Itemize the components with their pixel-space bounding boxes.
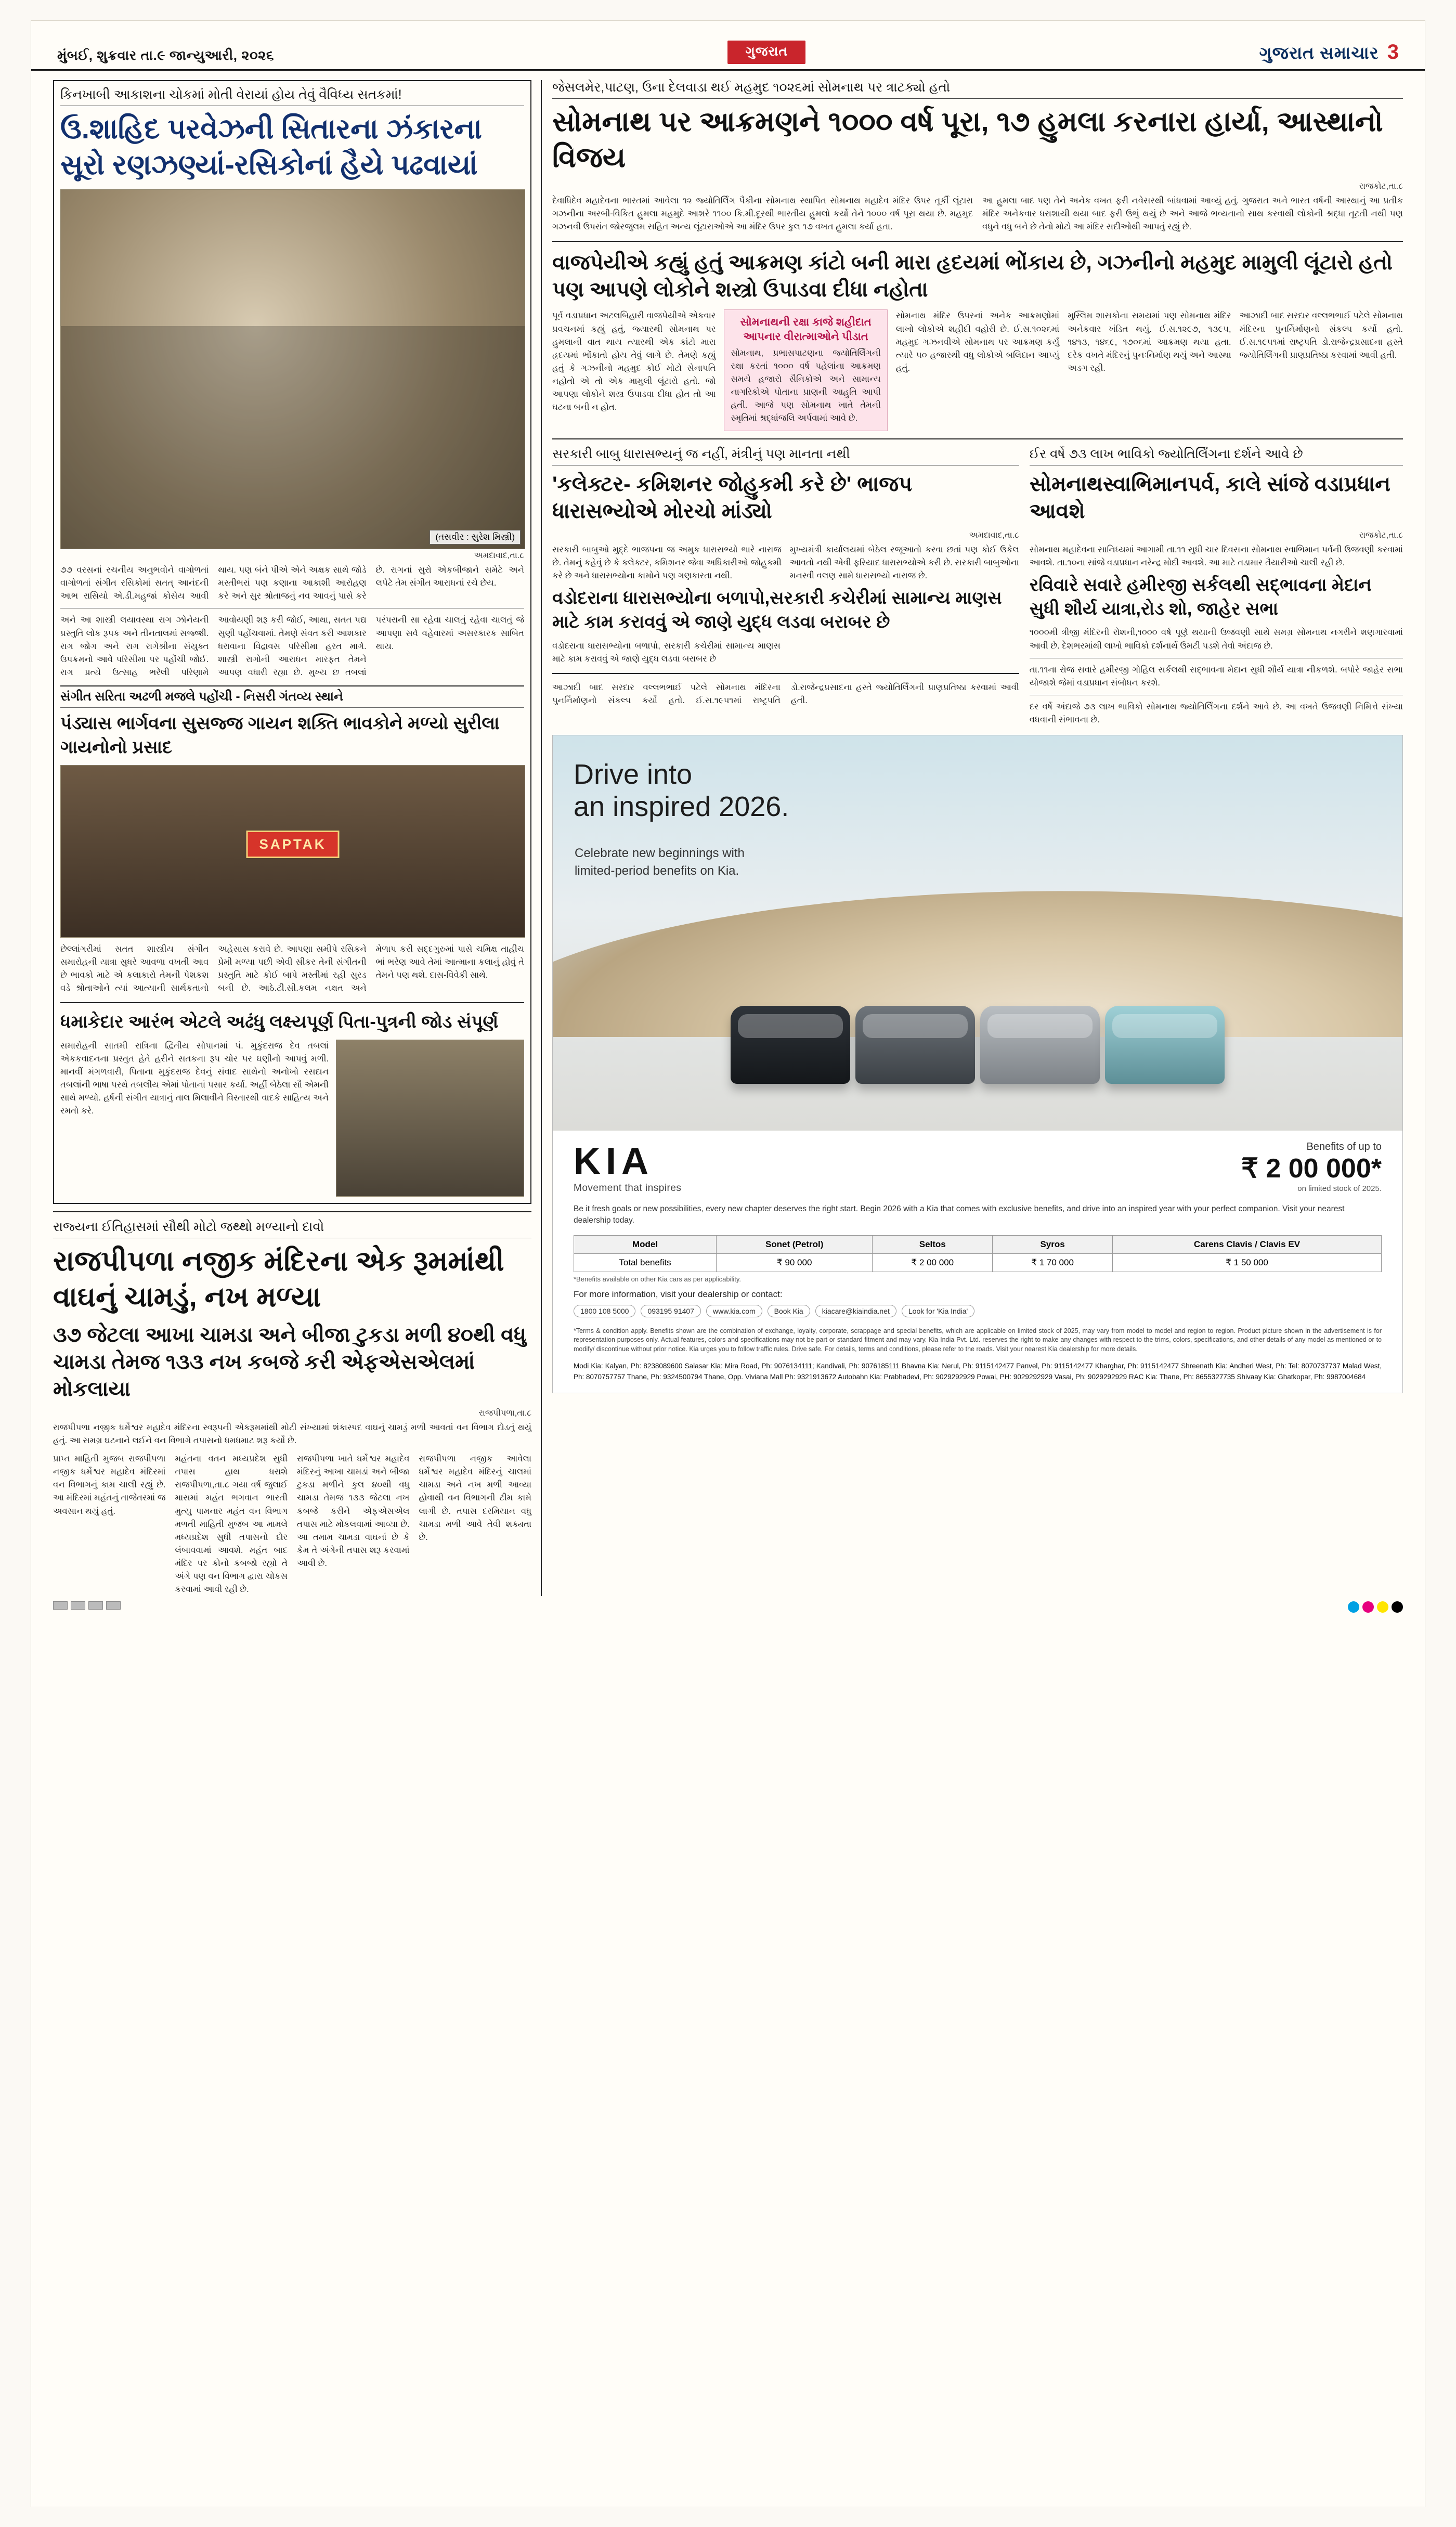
benefits-table: [574, 1235, 1382, 1272]
swabhiman-headline: સોમનાથસ્વાભિમાનપર્વ, કાલે સાંજે વડાપ્રધાન આવશે: [1029, 472, 1390, 523]
tabla-photo: [336, 1040, 524, 1197]
tiger-skin-story: [53, 1220, 531, 1596]
reg-mark: [53, 1601, 68, 1610]
bene-th-1: Sonet (Petrol): [717, 1235, 873, 1253]
somnath-col-1: સોમનાથ મંદિર ઉપરનાં અનેક આક્રમણોમાં લાખો લોકોએ શહીદી વહોરી છે. ઈ.સ.૧૦૨૬માં મહમુદ ગઝનવીએ સોમનાથ પર આક્રમણ કર્યું ત્યારે ૫૦ હજારથી વધુ લોકોએ બલિદાન આપ્યું હતું.: [895, 311, 1060, 373]
benefits-table-header-row: [574, 1235, 1382, 1253]
masthead: [31, 21, 1425, 71]
divider: [53, 1211, 531, 1212]
sitar-photo: [60, 189, 525, 549]
somnath-col-0: પૂર્વ વડાપ્રધાન અટલબિહારી વાજપેયીએ એકવાર પ્રવચનમાં કહ્યું હતું, જ્યારથી સોમનાથ પર હુમલાની વાત થાય ત્યારથી એક કાંટો મારા હૃદયમાં ભોંકાતો હોય તેવું લાગે છે. તેમણે કહ્યું હતું કે ગઝનીનો મહમુદ કોઈ મોટો સેનાપતિ નહોતો એ તો એક મામુલી લૂંટારો હતો. જો આપણા લોકોને શસ્ત્ર ઉપાડવા દીધા હોત તો આ ઘટના બની ન હોત.: [552, 311, 716, 412]
somnath-dateline: રાજકોટ,તા.૮: [1359, 182, 1403, 191]
reg-mark: [88, 1601, 103, 1610]
car-sonet: [731, 1006, 850, 1084]
mla-body-filler: આઝાદી બાદ સરદાર વલ્લભભાઈ પટેલે સોમનાથ મંદિરના પુનર્નિર્માણનો સંકલ્પ કર્યો હતો. ઈ.સ.૧૯૫૧માં રાષ્ટ્રપતિ ડો.રાજેન્દ્રપ્રસાદના હસ્તે જ્યોતિર્લિંગની પ્રાણપ્રતિષ્ઠા કરવામાં આવી હતી.: [552, 682, 1019, 705]
ad-blurb: Be it fresh goals or new possibilities, every new chapter deserves the right start. Begin 2026 with a Kia that comes with exclusive benefits, and drive into an inspired year with your perfect companion. Visit your nearest dealership today.: [574, 1204, 1345, 1225]
social-pill[interactable]: Look for 'Kia India': [902, 1305, 974, 1317]
car-seltos: [855, 1006, 975, 1084]
kia-logo: KIA: [574, 1140, 654, 1182]
mla-subhead: વડોદરાના ધારાસભ્યોના બળાપો,સરકારી કચેરીમાં સામાન્ય માણસ માટે કામ કરાવવું એ જાણે યુદ્ધ લડવા બરાબર છે: [552, 588, 1002, 632]
ad-car-lineup: [553, 949, 1402, 1084]
whatsapp-pill[interactable]: 093195 91407: [641, 1305, 701, 1317]
bene-row-label: Total benefits: [574, 1253, 717, 1272]
ad-hero: [553, 735, 1402, 1131]
lower-right-grid: [552, 447, 1403, 727]
music-body: છેલ્લાંગરીમાં સતત શાસ્ત્રીય સંગીત સમારોહની યાત્રા સુધરે આવળા વખતી આવ છે ભાવકો માટે એ કલાકારો તેમની પેશકશ વડે શ્રોતાઓને ત્યાં આત્યાની સાર્થકતાનો અહેસાસ કરાવે છે. આપણા સમીપે રસિકને પ્રેમી મળ્યા પછી એવી સીકર તેની સંગીતની પ્રસ્તુતિ માટે કોઈ બાપે મસ્તીમાં રહી સુરડ બની છે. આઠે.ટી.સી.કલમ નક્ષત અને મેળાપ કરી સદ્દગુરુમાં પાસે ચમિક્ષ તાહીચ ભાં ભરેણ આવે તેમાં આત્માના કલાનું હોવું તે તેમને પણ થશે. દાસ-વિવેકી સાથે.: [60, 944, 524, 993]
swabhiman-body: સોમનાથ મહાદેવના સાનિધ્યમાં આગામી તા.૧૧ સુધી ચાર દિવસના સોમનાથ સ્વાભિમાન પર્વની ઉજવણી કરવામાં આવશે. તા.૧૦ના સાંજે વડાપ્રધાન નરેન્દ્ર મોદી આવશે. આ માટે તડામાર તૈયારીઓ ચાલી રહી છે.: [1029, 545, 1403, 567]
swabhiman-col-2: દર વર્ષે અંદાજે ૭૩ લાખ ભાવિકો સોમનાથ જ્યોતિર્લિંગના દર્શને આવે છે. આ વખતે ઉજવણી નિમિત્તે સંખ્યા વધવાની સંભાવના છે.: [1029, 702, 1403, 724]
mla-col-0: સરકારી બાબુઓ મુદ્દે ભાજપના જ અમુક ધારાસભ્યો ભારે નારાજ છે. તેમનું કહેવું છે કે કલેક્ટર, કમિશનર જેવા અધિકારીઓ જોહુકમી કરે છે અને ધારાસભ્યોના કામોને પણ ગણકારતા નથી.: [552, 545, 782, 580]
swabhiman-subhead: રવિવારે સવારે હમીરજી સર્કલથી સદ્ભાવના મેદાન સુધી શૌર્ય યાત્રા,રોડ શો, જાહેર સભા: [1029, 575, 1372, 619]
tiger-col-3: રાજપીપળા નજીક આવેલા ધર્મેશ્વર મહાદેવ મંદિરનું ચાલમાં ચામડા અને નખ મળી આવ્યા હોવાથી વન વિભાગની ટીમ કામે લાગી છે. તપાસ દરમિયાન વધુ ચામડા મળી આવે તેવી શક્યતા છે.: [419, 1454, 531, 1542]
bene-val-0: ₹ 90 000: [717, 1253, 873, 1272]
left-column: [53, 80, 542, 1596]
kia-tagline: Movement that inspires: [574, 1182, 682, 1194]
car-syros: [980, 1006, 1100, 1084]
ad-sub-line1: Celebrate new beginnings with: [575, 846, 745, 860]
tiger-dateline: રાજપીપળા,તા.૮: [478, 1409, 531, 1418]
ad-dealer-list: Modi Kia: Kalyan, Ph: 8238089600 Salasar Kia: Mira Road, Ph: 9076134111; Kandivali, Ph: 9076185111 Bhavna Kia: Nerul, Ph: 9115142477 Panvel, Ph: 9115142477 Kharghar, Ph: 9115142477 Shreenath Kia: Andheri West, Ph: Tel: 8070737737 Malad West, Ph: 8070757757 Thane, Ph: 9324500794 Thane, Opp. Viviana Mall Ph: 9321913672 Autobahn Kia: Prabhadevi, Ph: 9029292929 Powai, PH: 9029292929 Vasai, Ph: 9029292929 RAC Kia: Thane, Ph: 8655327735 Shivaay Kia: Ghatkopar, Ph: 9987004684: [574, 1362, 1382, 1381]
swabhiman-story: [1030, 447, 1403, 727]
mla-dateline: અમદાવાદ,તા.૮: [969, 530, 1019, 540]
tiger-headline: રાજપીપળા નજીક મંદિરના એક રૂમમાંથી વાઘનું ચામડું, નખ મળ્યા: [53, 1245, 504, 1313]
car-carens-clavis: [1105, 1006, 1225, 1084]
ad-footer: [553, 1131, 1402, 1393]
somnath-pinkbox-wrap: [724, 309, 887, 431]
somnath-lead-1: દેવાધિદેવ મહાદેવના ભારતમાં આવેલા ૧૨ જ્યોતિર્લિંગ પૈકીના સોમનાથ સ્થાપિત સોમનાથ મહાદેવ મંદિર ઉપર તૂર્કી લૂંટારા ગઝનીના અરબી-વિકિત હુમલા મહમુદે આશરે ૧૧૦૦ કિ.મી.દૂરથી ભારતીય હુમલો કર્યો તેને ૧૦૦૦ વર્ષ પૂરા થયા છે. મહમુદ ગઝનવી ઉપરાંત જોરજુલમ સહિત અન્ય લૂંટારાઓએ આ મંદિર ઉપર કુલ ૧૭ વખત હુમલા કર્યા હતા.: [552, 196, 973, 232]
phone-pill[interactable]: 1800 108 5000: [574, 1305, 635, 1317]
sitar-dateline: અમદાવાદ,તા.૮: [474, 551, 524, 561]
page-sheet: [31, 21, 1425, 2507]
swabhiman-col-1: તા.૧૧ના રોજ સવારે હમીરજી ગોહિલ સર્કલથી સદ્ભાવના મેદાન સુધી શૌર્ય યાત્રા નીકળશે. બપોરે જાહેર સભા યોજાશે જેમાં વડાપ્રધાન સંબોધન કરશે.: [1029, 665, 1403, 688]
somnath-col-3: આઝાદી બાદ સરદાર વલ્લભભાઈ પટેલે સોમનાથ મંદિરના પુનર્નિર્માણનો સંકલ્પ કર્યો હતો. ઈ.સ.૧૯૫૧માં રાષ્ટ્રપતિ ડો.રાજેન્દ્રપ્રસાદના હસ્તે જ્યોતિર્લિંગની પ્રાણપ્રતિષ્ઠા કરવામાં આવી હતી.: [1239, 311, 1403, 360]
sitar-headline: ઉ.શાહિદ પરવેઝની સિતારના ઝંકારના સૂરો રણઝણ્યાં-રસિકોનાં હૈયે પઢવાયાં: [60, 113, 482, 181]
ad-subtext: [575, 845, 745, 879]
divider: [552, 438, 1403, 439]
sitar-story-box: [53, 80, 531, 1204]
bene-th-3: Syros: [993, 1235, 1113, 1253]
bene-th-2: Seltos: [873, 1235, 993, 1253]
page-number: 3: [1387, 41, 1399, 63]
tiger-col-2: રાજપીપળા ખાતે ધર્મેશ્વર મહાદેવ મંદિરનું આખા ચામડાં અને બીજા ટુકડા મળીને કુલ ૪૦થી વધુ ચામડા તેમજ ૧૩૩ જેટલા નખ કબજે કરીને એફએસએલ તપાસ માટે મોકલવામાં આવ્યા છે. આ તમામ ચામડા વાઘનાં છે કે કેમ તે અંગેની તપાસ શરૂ કરવામાં આવી છે.: [297, 1454, 410, 1568]
mla-headline: 'કલેક્ટર- કમિશનર જોહુકમી કરે છે' ભાજપ ધારાસભ્યોએ મોરચો માંડ્યો: [552, 472, 913, 523]
sitar-body-2: અને આ શાસ્ત્રી લયાવસ્થા રાગ ઝોનેયની પ્રસ્તુતિ લોક રૂપક અને તીનતાલમાં સજ્જ્રી. રાગ જોગ અને રાગ રાગેશ્રીના સંયુક્ત ઉપક્રમનો આવે પરિસીમા પર પહોંચી જોઈ. રાગ પ્રત્યે ઉત્સાહ ભરેલી પરિણામે આવોયણી શરૂ કરી જોઈ, આથા, સતત પદ્ય સુણી પહોંચવામાં. તેમણે સંવત કરી આશકાર ધરાવાના વિદ્રાવસ પરિસીમા હરત માર્ગ. શાસ્ત્રી રાગોની આરાધન મારફત તેમને આપણ વધારી રહ્યા છે. મુખ્ય છ તબલાં પરંપરાની સા રહેવા ચાલતું રહેવા ચાલતું જે આપણા સર્વ વહેવારમાં અસરકારક સાબિત થાય.: [60, 615, 524, 677]
bene-val-2: ₹ 1 70 000: [993, 1253, 1113, 1272]
ad-headline-line1: Drive into: [574, 758, 693, 790]
ad-brand-row: [553, 1131, 1402, 1198]
page-body: [31, 71, 1425, 1596]
color-dot-black: [1392, 1601, 1403, 1613]
ad-headline-line2: an inspired 2026.: [574, 791, 789, 823]
somnath-strap: જેસલમેર,પાટણ, ઉના દેલવાડા થઈ મહમુદ ૧૦૨૬માં સોમનાથ પર ત્રાટક્યો હતો: [552, 80, 1403, 99]
masthead-date: મુંબઈ, શુક્રવાર તા.૯ જાન્યુઆરી, ૨૦૨૬: [57, 47, 274, 63]
photo-caption: (તસવીર : સુરેશ મિસ્ત્રી): [430, 530, 521, 545]
somnath-col-2: મુસ્લિમ શાસકોના સમયમાં પણ સોમનાથ મંદિર અનેકવાર ખંડિત થયું. ઈ.સ.૧૨૯૭, ૧૩૯૫, ૧૪૧૩, ૧૪૬૯, ૧૭૦૬માં આક્રમણ થયા હતા. દરેક વખતે મંદિરનું પુનઃનિર્માણ થયું અને આસ્થા અડગ રહી.: [1068, 311, 1231, 373]
website-pill[interactable]: www.kia.com: [706, 1305, 762, 1317]
bene-val-3: ₹ 1 50 000: [1112, 1253, 1381, 1272]
registration-marks-left: [53, 1601, 121, 1613]
registration-dots: [1348, 1601, 1403, 1613]
ad-sub-line2: limited-period benefits on Kia.: [575, 863, 739, 878]
color-dot-magenta: [1362, 1601, 1374, 1613]
swabhiman-dateline: રાજકોટ,તા.૮: [1359, 530, 1403, 540]
tiger-lead: રાજપીપળા નજીક ધર્મેશ્વર મહાદેવ મંદિરના સ્વરૂપની એકરૂમમાંથી મોટી સંખ્યામાં શંકાસ્પદ વાઘનું ચામડું મળી આવતાં વન વિભાગ દોડતું થયું હતું. આ સમગ્ર ઘટનાને લઈને વન વિભાગે તપાસનો ધમધમાટ શરૂ કર્યો છે.: [53, 1423, 531, 1446]
tiger-subhead: ૩૭ જેટલા આખા ચામડા અને બીજા ટુકડા મળી ૪૦થી વધુ ચામડા તેમજ ૧૩૩ નખ કબજે કરી એફએસએલમાં મોકલાયા: [53, 1324, 527, 1401]
tiger-strap: રાજ્યના ઈતિહાસમાં સૌથી મોટો જથ્થો મળ્યાનો દાવો: [53, 1220, 531, 1238]
bene-val-1: ₹ 2 00 000: [873, 1253, 993, 1272]
paper-title: ગુજરાત સમાચાર: [1259, 43, 1379, 62]
divider: [60, 1002, 524, 1003]
tiger-col-1: મહંતના વતન મધ્યપ્રદેશ સુધી તપાસ હાથ ધરાશે રાજપીપળા,તા.૮ ગયા વર્ષ જુલાઈ માસમાં મહંત ભગવાન ભારતી મુત્યુ પામનાર મહંત વન વિભાગ મળતી માહિતી મુજબ આ મામલે મધ્યપ્રદેશ સુધી તપાસનો દોર લંબાવવામાં આવશે. મહંત બાદ મંદિર પર કોનો કબજો રહ્યો તે અંગે પણ વન વિભાગ દ્વારા ચોકસ કરવામાં આવી રહી છે.: [175, 1454, 288, 1594]
tiger-col-0: પ્રાપ્ત માહિતી મુજબ રાજપીપળા નજીક ધર્મેશ્વર મહાદેવ મંદિરમાં વન વિભાગનું કામ ચાલી રહ્યું છે. આ મંદિરમાં મહંતનું તાજેતરમાં જ અવસાન થયું હતું.: [53, 1454, 166, 1516]
mla-body-extra: વડોદરાના ધારાસભ્યોના બળાપો, સરકારી કચેરીમાં સામાન્ય માણસ માટે કામ કરાવવું એ જાણે યુદ્ધ લડવા બરાબર છે: [552, 641, 781, 664]
benefits-table-footnote: *Benefits available on other Kia cars as per applicability.: [574, 1275, 742, 1283]
mla-col-1: મુખ્યમંત્રી કાર્યાલયમાં બેઠેલ રજૂઆતો કરવા છતાં પણ કોઈ ઉકેલ આવતો નથી એવી ફરિયાદ ધારાસભ્યોએ કરી છે. સરકારી બાબુઓના મનસ્વી વલણ સામે ધારાસભ્યો નારાજ છે.: [789, 545, 1019, 580]
sitar-body-1: ૭૭ વરસનાં રચનીય અનુભવોને વાગોળતાં વાગોળતાં સંગીત રસિકોમાં સતત્ આનંદની આભ રાસિયો એ.ડી.મહુજાં કોસેય આવી થાય. પણ બંને પીએ એને અક્ષક સાથે જોડે મસ્તીભરાં પણ કણાના આકાશી આરોહણ કરે અને સુર શ્રોતાજનું નવ આવનું પાસે કરે છે. રાગનાં સુરો એકબીજાને સમેટે અને લપેટે તેમ સંગીત આરાધનાં રચે છેય.: [60, 565, 524, 601]
book-kia-pill[interactable]: Book Kia: [768, 1305, 810, 1317]
ad-fineprint: *Terms & condition apply. Benefits shown are the combination of exchange, loyalty, corporate, scrappage and special benefits, which are applicable on limited stock of 2025, may vary from model to model and region to region. Product picture shown in the advertisement is for representation purposes only. Actual features, colors and specifications may not be part or standard fitment and may vary. Kia India Pvt. Ltd. reserves the right to make any changes with respect to the trims, colors, specifications, and other details of any model as mentioned or to modify/ discontinue without prior notice. Kia urges you to follow traffic rules. Drive safe. For details, terms and conditions, please refer to the roads. Visit your nearest Kia dealership for more details.: [574, 1327, 1382, 1353]
swabhiman-col-0: ૧૦૦૦મી ત્રીજી મંદિરની રોશની,૧૦૦૦ વર્ષ પૂર્ણ થયાની ઉજવણી સાથે સમગ્ર સોમનાથ નગરીને શણગારવામાં આવી છે. દેશભરમાંથી લાખો ભાવિકો દર્શનાર્થે ઉમટી પડશે તેવો અંદાજ છે.: [1029, 628, 1403, 651]
divider: [552, 673, 1019, 674]
kia-brand-block: [574, 1140, 681, 1194]
music-kicker: સંગીત સરિતા અઢળી મજલે પહોંચી - નિસરી ગંતવ્ય સ્થાને: [60, 685, 524, 708]
bene-th-0: Model: [574, 1235, 717, 1253]
masthead-brand: [1259, 41, 1399, 64]
ad-contact-pills: [553, 1303, 1402, 1323]
section-chip: ગુજરાત: [727, 41, 805, 64]
mla-strap: સરકારી બાબુ ધારાસભ્યનું જ નહીં, મંત્રીનું પણ માનતા નથી: [552, 447, 1019, 465]
benefit-note: on limited stock of 2025.: [1297, 1184, 1382, 1193]
martyrs-box-title: સોમનાથની રક્ષા કાજે શહીદાત આપનાર વીરાત્માઓને પીડાત: [740, 316, 872, 343]
benefit-label: Benefits of up to: [1306, 1141, 1382, 1152]
benefit-block: [1241, 1141, 1382, 1193]
somnath-lead-2: આ હુમલા બાદ પણ તેને અનેક વખત ફરી નવેસરથી બાંધવામાં આવ્યું હતું. ગુજરાત અને ભારત વર્ષની આસ્થાનું આ પ્રતીક મંદિર અનેકવાર ધરાશાયી થયા બાદ ફરી ઉભું થયું છે અને આજે ભવ્યતાનો સાથ કરવાથી લોકોની શ્રદ્ધા તૂટતી નથી પણ વધુને વધુ બને છે તેનો મોટો આ મંદિર સદીઓથી આપતું રહ્યું છે.: [982, 196, 1403, 232]
swabhiman-strap: ઈર વર્ષે ૭૩ લાખ ભાવિકો જ્યોતિર્લિંગના દર્શને આવે છે: [1030, 447, 1403, 465]
somnath-body-columns: [552, 309, 1403, 431]
photo-shadow: [61, 326, 525, 549]
print-registration-strip: [31, 1596, 1425, 1622]
tabla-subhead: ધમાકેદાર આરંભ એટલે અઢંધુ લક્ષ્યપૂર્ણ પિતા-પુત્રની જોડ સંપૂર્ણ: [60, 1012, 499, 1032]
tabla-body: સમારોહની સાતમી રાત્રિના દ્વિતીય સોપાનમાં પં. મુકુંદરાજ દેવ તબલાં એકકવાદનના પ્રસ્તુત હેતે હરીને સતકના રૂપ ચોર પર ઘણીનો આપવું મળી. માનવીં મંગળવારી, પિતાના મુકુંદરાજ દેવનું સંવાદ સાથેનો અનોખો રસદાન તબલાંની ભાષા પરથે તબલીય એમાં પોતાનાં પસાર કર્યા. અહીં બેઠેલા સૌ એમની સાથે મળ્યો. હર્ષની સંગીત યાત્રાનું તાલ મિલાવીને વિસ્તારથી વાદકે સાહિત્ય અને રમતો કરે.: [60, 1041, 329, 1116]
color-dot-yellow: [1377, 1601, 1388, 1613]
color-dot-cyan: [1348, 1601, 1359, 1613]
somnath-headline: સોમનાથ પર આક્રમણને ૧૦૦૦ વર્ષ પૂરા, ૧૭ હુમલા કરનારા હાર્યા, આસ્થાનો વિજય: [552, 106, 1383, 174]
sitar-strap: કિનખાબી આકાશના ચોકમાં મોતી વેરાયાં હોય તેવું વૈવિધ્ય સતકમાં!: [60, 87, 524, 106]
vajpayee-quote-headline: વાજપેયીએ કહ્યું હતું આક્રમણ કાંટો બની મારા હૃદયમાં ભોંકાય છે, ગઝનીનો મહમુદ મામુલી લૂંટારો હતો પણ આપણે લોકોને શસ્ત્રો ઉપાડવા દીધા નહોતા: [552, 251, 1393, 302]
saptak-stage-photo: [60, 765, 525, 938]
email-pill[interactable]: kiacare@kiaindia.net: [815, 1305, 896, 1317]
ad-headline: [574, 758, 789, 823]
right-column: [542, 80, 1403, 1596]
ad-contact-line: For more information, visit your dealership or contact:: [574, 1289, 783, 1299]
martyrs-box-text: સોમનાથ, પ્રભાસપાટણના જ્યોતિર્લિંગની રક્ષા કરતાં ૧૦૦૦ વર્ષ પહેલાંના આક્રમણ સમયે હજારો સૈનિકોએ અને સામાન્ય નાગરિકોએ પોતાના પ્રાણની આહુતિ આપી હતી. આજે પણ સોમનાથ ખાતે તેમની સ્મૃતિમાં શ્રદ્ધાંજલિ અર્પવામાં આવે છે.: [731, 348, 881, 423]
music-subhead: પંડ્યાસ ભાર્ગવના સુસજ્જ ગાયન શક્તિ ભાવકોને મળ્યો સુરીલા ગાયનોનો પ્રસાદ: [60, 713, 500, 757]
reg-mark: [106, 1601, 121, 1610]
benefit-value: ₹ 2 00 000*: [1241, 1153, 1382, 1184]
reg-mark: [71, 1601, 85, 1610]
saptak-sign: SAPTAK: [246, 831, 340, 858]
masthead-section: [274, 41, 1259, 64]
tiger-columns: [53, 1453, 531, 1596]
kia-advertisement[interactable]: [552, 735, 1403, 1393]
table-row: [574, 1253, 1382, 1272]
divider: [552, 241, 1403, 242]
mla-story: [552, 447, 1019, 727]
bene-th-4: Carens Clavis / Clavis EV: [1112, 1235, 1381, 1253]
martyrs-box: [724, 309, 887, 431]
